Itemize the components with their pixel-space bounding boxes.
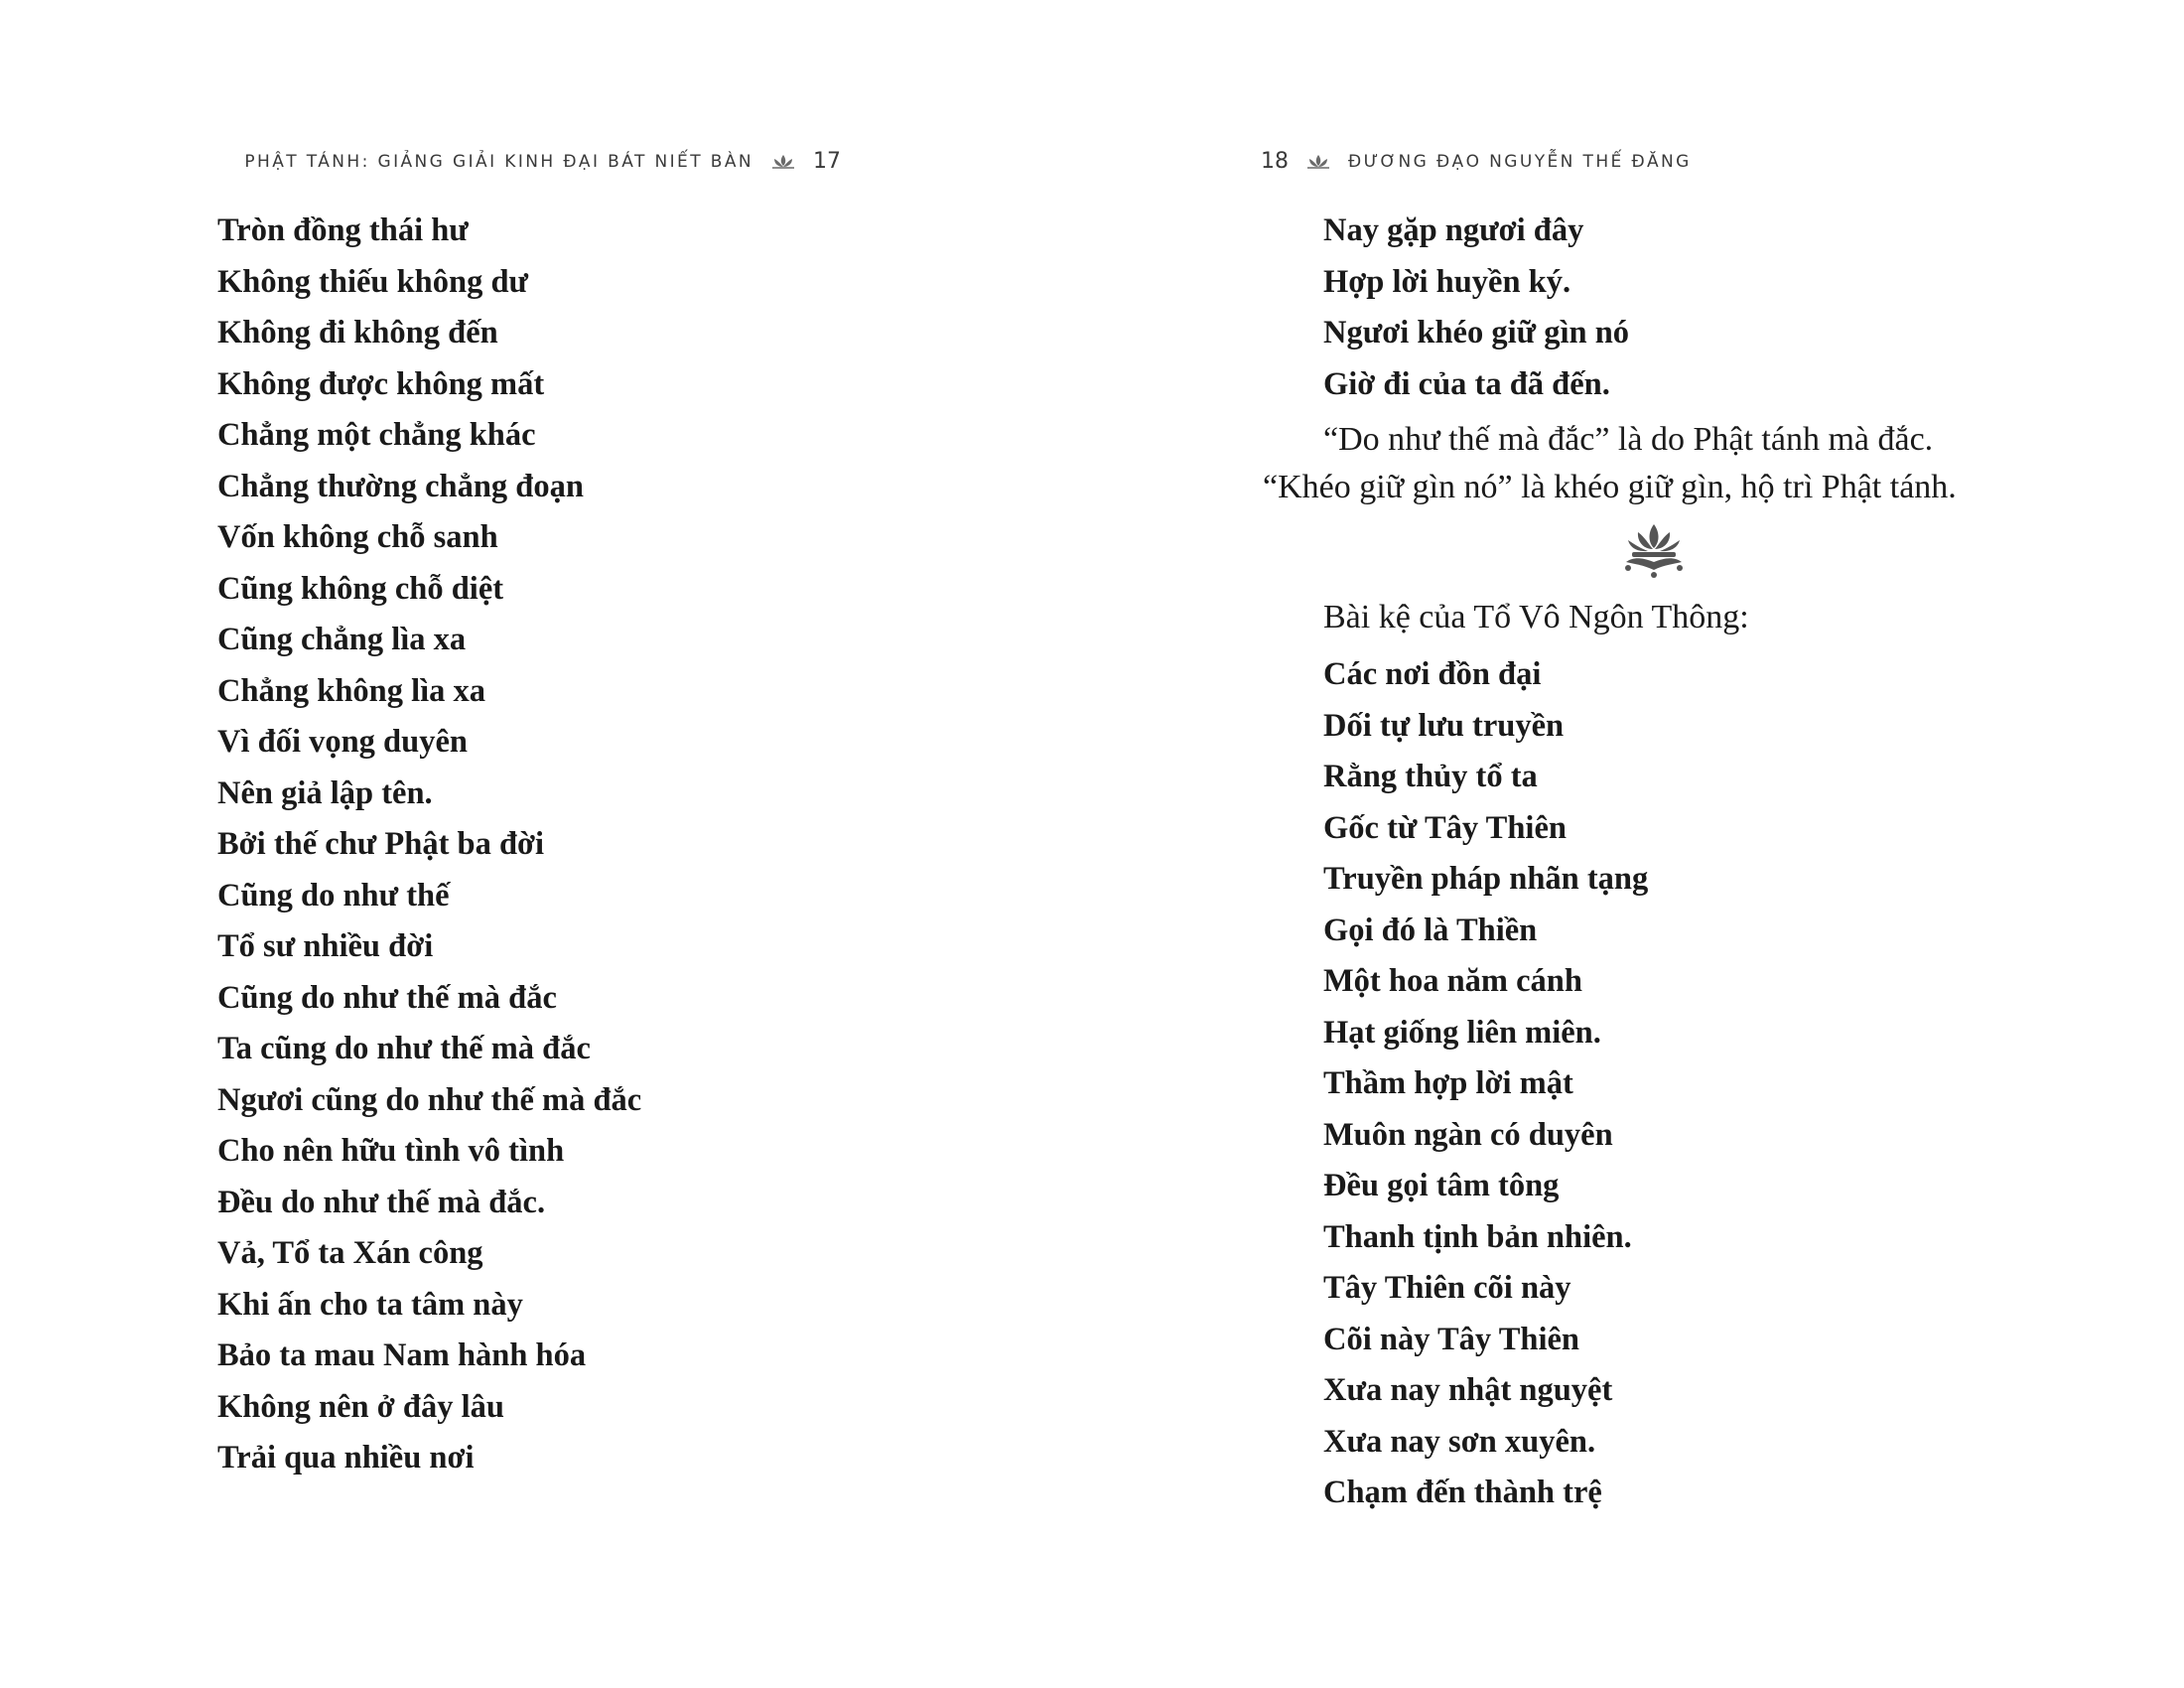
verse-line: Gốc từ Tây Thiên <box>1323 809 1567 846</box>
verse-line: Gọi đó là Thiền <box>1323 912 1538 948</box>
verse-line: Một hoa năm cánh <box>1323 963 1582 999</box>
verse-line: Bởi thế chư Phật ba đời <box>217 826 545 862</box>
verse-line: Cũng chẳng lìa xa <box>217 622 467 657</box>
verse-line: Nay gặp ngươi đây <box>1323 212 1584 248</box>
verse-line: Không đi không đến <box>217 315 498 351</box>
running-head-title: PHẬT TÁNH: GIẢNG GIẢI KINH ĐẠI BÁT NIẾT BÀN <box>244 151 753 172</box>
verse-line: Tây Thiên cõi này <box>1323 1270 1571 1306</box>
verse-line: Cho nên hữu tình vô tình <box>217 1133 565 1169</box>
verse-line: Thanh tịnh bản nhiên. <box>1323 1218 1632 1255</box>
verse-line: Đều gọi tâm tông <box>1323 1168 1560 1203</box>
verse-line: Vả, Tổ ta Xán công <box>217 1235 483 1271</box>
verse-line: Truyền pháp nhãn tạng <box>1323 861 1649 897</box>
verse-line: Xưa nay nhật nguyệt <box>1323 1372 1613 1408</box>
page-number: 18 <box>1261 149 1289 174</box>
verse-line: Khi ấn cho ta tâm này <box>217 1286 523 1323</box>
verse-line: Ngươi khéo giữ gìn nó <box>1323 315 1630 351</box>
verse-line: Vì đối vọng duyên <box>217 724 468 760</box>
verse-line: Chẳng một chẳng khác <box>217 417 536 453</box>
verse-line: Nên giả lập tên. <box>217 774 433 811</box>
poem-intro: Bài kệ của Tổ Vô Ngôn Thông: <box>1323 599 1749 635</box>
verse-block <box>1323 206 1629 410</box>
verse-line: Thầm hợp lời mật <box>1323 1065 1573 1101</box>
verse-line: Rằng thủy tổ ta <box>1323 759 1538 794</box>
verse-line: Muôn ngàn có duyên <box>1323 1116 1613 1153</box>
commentary-line: “Do như thế mà đắc” là do Phật tánh mà đắc. <box>1323 421 1934 458</box>
verse-line: Hợp lời huyền ký. <box>1323 263 1571 300</box>
verse-line: Trải qua nhiều nơi <box>217 1440 475 1476</box>
verse-line: Giờ đi của ta đã đến. <box>1323 365 1610 402</box>
page-number: 17 <box>813 149 841 174</box>
commentary-line: “Khéo giữ gìn nó” là khéo giữ gìn, hộ trì Phật tánh. <box>1263 469 1957 505</box>
verse-line: Cũng không chỗ diệt <box>217 570 504 607</box>
right-page <box>1092 0 2184 1688</box>
right-running-head <box>1261 149 1692 174</box>
verse-line: Tròn đồng thái hư <box>217 212 469 248</box>
running-head-author: ĐƯƠNG ĐẠO NGUYỄN THẾ ĐĂNG <box>1348 151 1692 172</box>
lotus-icon <box>769 153 797 171</box>
verse-line: Không nên ở đây lâu <box>217 1388 504 1425</box>
verse-line: Vốn không chỗ sanh <box>217 519 498 555</box>
verse-block <box>1323 649 1648 1519</box>
verse-line: Cũng do như thế mà đắc <box>217 979 557 1016</box>
verse-line: Đều do như thế mà đắc. <box>217 1184 546 1220</box>
verse-line: Cũng do như thế <box>217 877 450 914</box>
verse-line: Chạm đến thành trệ <box>1323 1475 1602 1510</box>
verse-line: Chẳng không lìa xa <box>217 672 486 709</box>
lotus-icon <box>1304 153 1332 171</box>
verse-line: Hạt giống liên miên. <box>1323 1014 1601 1051</box>
verse-line: Tổ sư nhiều đời <box>217 928 434 964</box>
verse-line: Dối tự lưu truyền <box>1323 707 1565 744</box>
verse-line: Ta cũng do như thế mà đắc <box>217 1031 591 1066</box>
verse-line: Xưa nay sơn xuyên. <box>1323 1423 1596 1460</box>
verse-line: Ngươi cũng do như thế mà đắc <box>217 1081 642 1118</box>
verse-line: Cõi này Tây Thiên <box>1323 1321 1579 1357</box>
verse-block <box>217 206 641 1484</box>
lotus-ornament-icon <box>1618 518 1690 580</box>
verse-line: Không thiếu không dư <box>217 263 529 300</box>
verse-line: Các nơi đồn đại <box>1323 656 1542 692</box>
verse-line: Không được không mất <box>217 365 545 402</box>
verse-line: Bảo ta mau Nam hành hóa <box>217 1337 587 1373</box>
commentary <box>1263 416 2146 511</box>
verse-line: Chẳng thường chẳng đoạn <box>217 468 584 504</box>
left-running-head <box>244 149 841 174</box>
